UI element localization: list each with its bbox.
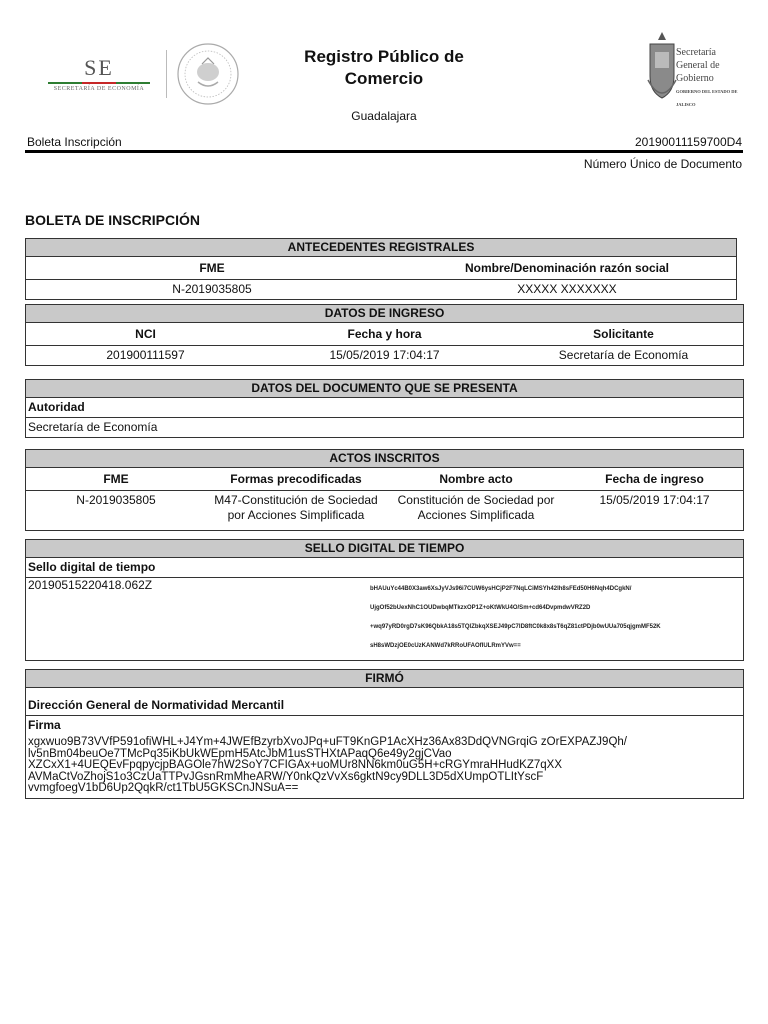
documento-header: DATOS DEL DOCUMENTO QUE SE PRESENTA <box>26 380 743 398</box>
header-divider <box>25 150 743 153</box>
boleta-label: Boleta Inscripción <box>27 135 122 149</box>
sello-digital-value <box>370 578 743 660</box>
firmo-section <box>25 669 744 799</box>
ingreso-header: DATOS DE INGRESO <box>26 305 743 323</box>
firma-label: Firma <box>26 715 743 735</box>
firma-line-4: AVMaCtVoZhojS1o3CzUaTTPvJGsnRmMheARW/Y0nkQzVvXs6gktN9cy9DLL3D5dXUmpOTLItYscF <box>28 770 544 783</box>
sello-section <box>25 539 744 661</box>
actos-col-formas: Formas precodificadas <box>230 472 362 486</box>
firmo-header: FIRMÓ <box>26 670 743 688</box>
firma-line-1: xgxwuo9B73VVfP591ofiWHL+J4Ym+4JWEfBzyrbXvoJPq+uFT9KnGP1AcXHz36Ax83DdQVNGrqiG zOrEXPAZJ9Qh/ <box>28 736 627 748</box>
antecedentes-col-nombre: Nombre/Denominación razón social <box>464 261 670 275</box>
se-logo-color-bar <box>48 82 150 84</box>
antecedentes-fme-value: N-2019035805 <box>172 282 252 296</box>
ingreso-nci-value: 201900111597 <box>106 348 185 362</box>
ingreso-col-nci: NCI <box>135 327 156 341</box>
ingreso-section <box>25 304 744 366</box>
firma-line-2: lv5nBm04beuOe7TMcPq35iKbUkWEpmH5AtcJbM1usSTHXtAPaqQ6e49y2gjCVao <box>28 747 452 760</box>
sello-line-2: UjgOf52bUexNhC1OUDwbqMTkzxOP1Z+oKtWkU4O/Sm+cd64DvpmdwVRZ2D <box>370 605 591 611</box>
actos-header: ACTOS INSCRITOS <box>26 450 743 468</box>
document-number-label: Número Único de Documento <box>583 157 742 171</box>
actos-nombre-line-2: Acciones Simplificada <box>417 508 535 522</box>
antecedentes-col-fme: FME <box>199 261 225 275</box>
ingreso-col-fecha: Fecha y hora <box>347 327 422 341</box>
main-title: BOLETA DE INSCRIPCIÓN <box>25 212 201 228</box>
actos-nombre-value <box>386 493 566 530</box>
antecedentes-section <box>25 238 737 300</box>
logo-divider <box>166 50 167 98</box>
sello-line-1: bHAUuYc44B0X3aw6XsJyVJs96i7CUW6ysHCjP2F7NqLCiMSYh42lh8sFEd50H6Nqh4DCgkN/ <box>370 586 632 592</box>
jal-logo-line-1: Secretaría <box>676 47 716 58</box>
jal-logo-line-3: GOBIERNO DEL ESTADO DE JALISCO <box>676 89 738 107</box>
documento-section <box>25 379 744 438</box>
sello-label: Sello digital de tiempo <box>28 560 156 574</box>
ingreso-solicitante-value: Secretaría de Economía <box>558 348 689 362</box>
autoridad-value: Secretaría de Economía <box>26 417 743 437</box>
actos-col-fecha: Fecha de ingreso <box>605 472 704 486</box>
actos-col-nombre: Nombre acto <box>439 472 513 486</box>
sello-line-3: +wq97yRD0rgD7sK96QbkA18s5TQIZbkqXSEJ49pC7ID8ftC0k8x8sT6qZ81ctPDjb0wUUa705qjgmMF52K <box>370 624 661 630</box>
actos-fecha-value: 15/05/2019 17:04:17 <box>599 493 710 507</box>
secretaria-economia-logo <box>44 56 154 96</box>
se-logo-text: SE <box>84 55 114 80</box>
sello-line-4: sH8sWDzjOE0cUzKANWd7kRRoUFAOfIULRmYVw== <box>370 643 521 649</box>
title-line-1: Registro Público de <box>304 47 464 66</box>
actos-nombre-line-1: Constitución de Sociedad por <box>397 493 555 507</box>
autoridad-label: Autoridad <box>28 400 85 414</box>
title-line-2: Comercio <box>344 69 424 88</box>
ingreso-fecha-value: 15/05/2019 17:04:17 <box>329 348 440 362</box>
actos-formas-value <box>206 493 386 530</box>
mexico-coat-of-arms-seal-icon <box>176 42 240 106</box>
page-title <box>260 46 508 90</box>
document-number: 20190011159700D4 <box>635 135 742 149</box>
firma-value <box>26 735 743 798</box>
firma-line-5: vvmgfoegV1bD6Up2QqkR/ct1TbU5GKSCnJNSuA== <box>28 782 299 794</box>
jal-logo-line-2: General de Gobierno <box>676 60 720 84</box>
antecedentes-nombre-value: XXXXX XXXXXXX <box>517 282 617 296</box>
se-logo-subtitle: SECRETARÍA DE ECONOMÍA <box>53 86 145 92</box>
sello-timestamp: 20190515220418.062Z <box>28 578 153 592</box>
actos-formas-line-2: por Acciones Simplificada <box>227 508 365 522</box>
antecedentes-header: ANTECEDENTES REGISTRALES <box>26 239 736 257</box>
actos-fme-value: N-2019035805 <box>76 493 156 507</box>
actos-section <box>25 449 744 531</box>
firmo-signer: Dirección General de Normatividad Mercantil <box>28 698 285 712</box>
actos-formas-line-1: M47-Constitución de Sociedad <box>214 493 378 507</box>
sello-header: SELLO DIGITAL DE TIEMPO <box>26 540 743 558</box>
secretaria-gobierno-logo-text <box>676 46 746 111</box>
firma-line-3: XZCxX1+4UEQEvFpqpycjpBAGOle7hW2SoY7CFIGAx+uoMUr8NN6km0uG5H+cRGYmraHHudKZ7qXX <box>28 759 562 771</box>
ingreso-col-solicitante: Solicitante <box>593 327 654 341</box>
city-label: Guadalajara <box>351 109 417 123</box>
actos-col-fme: FME <box>103 472 129 486</box>
